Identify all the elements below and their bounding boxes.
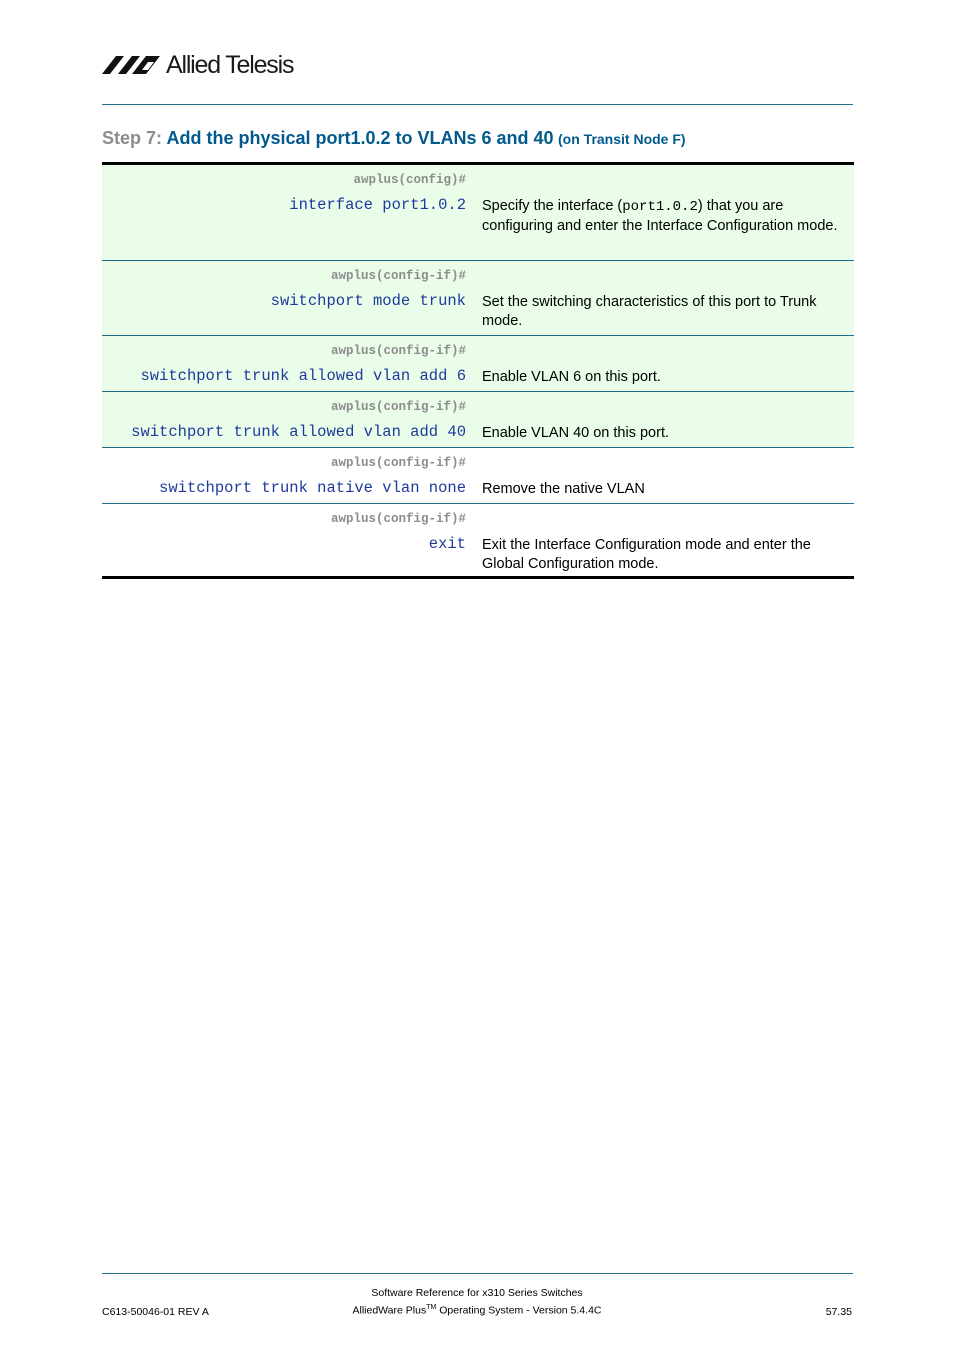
cli-command: switchport trunk native vlan none bbox=[159, 479, 466, 497]
header-divider bbox=[102, 104, 853, 105]
command-description: Enable VLAN 40 on this port. bbox=[482, 425, 670, 441]
command-description: Enable VLAN 6 on this port. bbox=[482, 369, 661, 385]
footer-os-version bbox=[0, 1304, 954, 1317]
table-row bbox=[102, 504, 854, 576]
cli-command: interface port1.0.2 bbox=[289, 196, 466, 214]
command-table bbox=[102, 162, 854, 579]
cli-command: switchport mode trunk bbox=[270, 292, 466, 310]
footer-reference: Software Reference for x310 Series Switches bbox=[371, 1287, 583, 1299]
footer-doc-id: C613-50046-01 REV A bbox=[102, 1306, 209, 1318]
table-row bbox=[102, 261, 854, 336]
step-title: Add the physical port1.0.2 to VLANs 6 and 40 bbox=[166, 128, 554, 148]
cli-prompt: awplus(config-if)# bbox=[330, 400, 466, 414]
page-number: 57.35 bbox=[825, 1306, 852, 1318]
command-description bbox=[482, 197, 842, 236]
table-row bbox=[102, 448, 854, 504]
cli-prompt: awplus(config-if)# bbox=[330, 269, 466, 283]
trademark-mark: TM bbox=[426, 1304, 437, 1311]
step-label: Step 7: bbox=[102, 128, 163, 148]
step-subtitle: (on Transit Node F) bbox=[558, 131, 686, 147]
table-row bbox=[102, 392, 854, 448]
brand-name: Allied Telesis bbox=[166, 51, 294, 79]
cli-command: switchport trunk allowed vlan add 40 bbox=[131, 423, 466, 441]
logo-mark-icon bbox=[102, 54, 162, 76]
description-port-code: port1.0.2 bbox=[622, 199, 698, 215]
command-description: Set the switching characteristics of this port to Trunk mode. bbox=[482, 294, 817, 329]
cli-prompt: awplus(config-if)# bbox=[330, 512, 466, 526]
table-row bbox=[102, 336, 854, 392]
cli-prompt: awplus(config-if)# bbox=[330, 456, 466, 470]
command-description: Remove the native VLAN bbox=[482, 481, 645, 497]
footer-divider bbox=[102, 1273, 853, 1274]
table-row bbox=[102, 165, 854, 261]
allied-telesis-logo bbox=[102, 52, 293, 78]
cli-command: switchport trunk allowed vlan add 6 bbox=[140, 367, 466, 385]
description-text: ) that you are configuring and enter the Interface Configuration mode. bbox=[482, 198, 838, 234]
cli-prompt: awplus(config-if)# bbox=[330, 344, 466, 358]
os-name: AlliedWare Plus bbox=[352, 1304, 427, 1317]
description-text: Specify the interface ( bbox=[482, 198, 623, 214]
cli-prompt: awplus(config)# bbox=[353, 173, 466, 187]
step-heading bbox=[102, 128, 686, 149]
command-description: Exit the Interface Configuration mode and enter the Global Configuration mode. bbox=[482, 537, 811, 572]
os-version-text: Operating System - Version 5.4.4C bbox=[436, 1304, 602, 1317]
cli-command: exit bbox=[428, 535, 466, 553]
